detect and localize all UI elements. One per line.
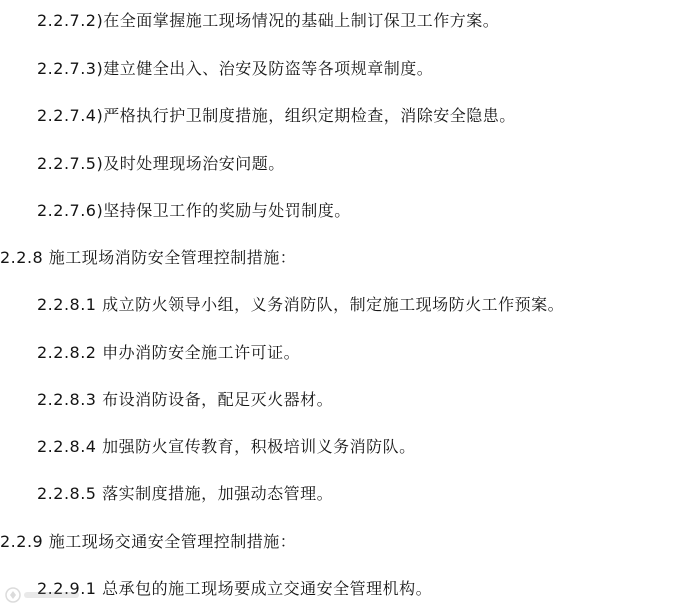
clause-2-2-7-4: 2.2.7.4)严格执行护卫制度措施，组织定期检查，消除安全隐患。: [37, 106, 516, 125]
section-heading-2-2-9: 2.2.9 施工现场交通安全管理控制措施：: [0, 532, 297, 551]
clause-2-2-7-6: 2.2.7.6)坚持保卫工作的奖励与处罚制度。: [37, 201, 351, 220]
clause-2-2-7-3: 2.2.7.3)建立健全出入、治安及防盗等各项规章制度。: [37, 59, 434, 78]
clause-2-2-9-1: 2.2.9.1 总承包的施工现场要成立交通安全管理机构。: [37, 579, 433, 598]
section-heading-2-2-8: 2.2.8 施工现场消防安全管理控制措施：: [0, 248, 297, 267]
clause-2-2-7-2: 2.2.7.2)在全面掌握施工现场情况的基础上制订保卫工作方案。: [37, 11, 500, 30]
clause-2-2-8-4: 2.2.8.4 加强防火宣传教育，积极培训义务消防队。: [37, 437, 416, 456]
clause-2-2-8-5: 2.2.8.5 落实制度措施，加强动态管理。: [37, 484, 334, 503]
clause-2-2-8-1: 2.2.8.1 成立防火领导小组，义务消防队，制定施工现场防火工作预案。: [37, 295, 565, 314]
clause-2-2-8-2: 2.2.8.2 申办消防安全施工许可证。: [37, 343, 301, 362]
watermark-logo-icon: [4, 584, 84, 606]
clause-2-2-8-3: 2.2.8.3 布设消防设备，配足灭火器材。: [37, 390, 334, 409]
clause-2-2-7-5: 2.2.7.5)及时处理现场治安问题。: [37, 154, 285, 173]
